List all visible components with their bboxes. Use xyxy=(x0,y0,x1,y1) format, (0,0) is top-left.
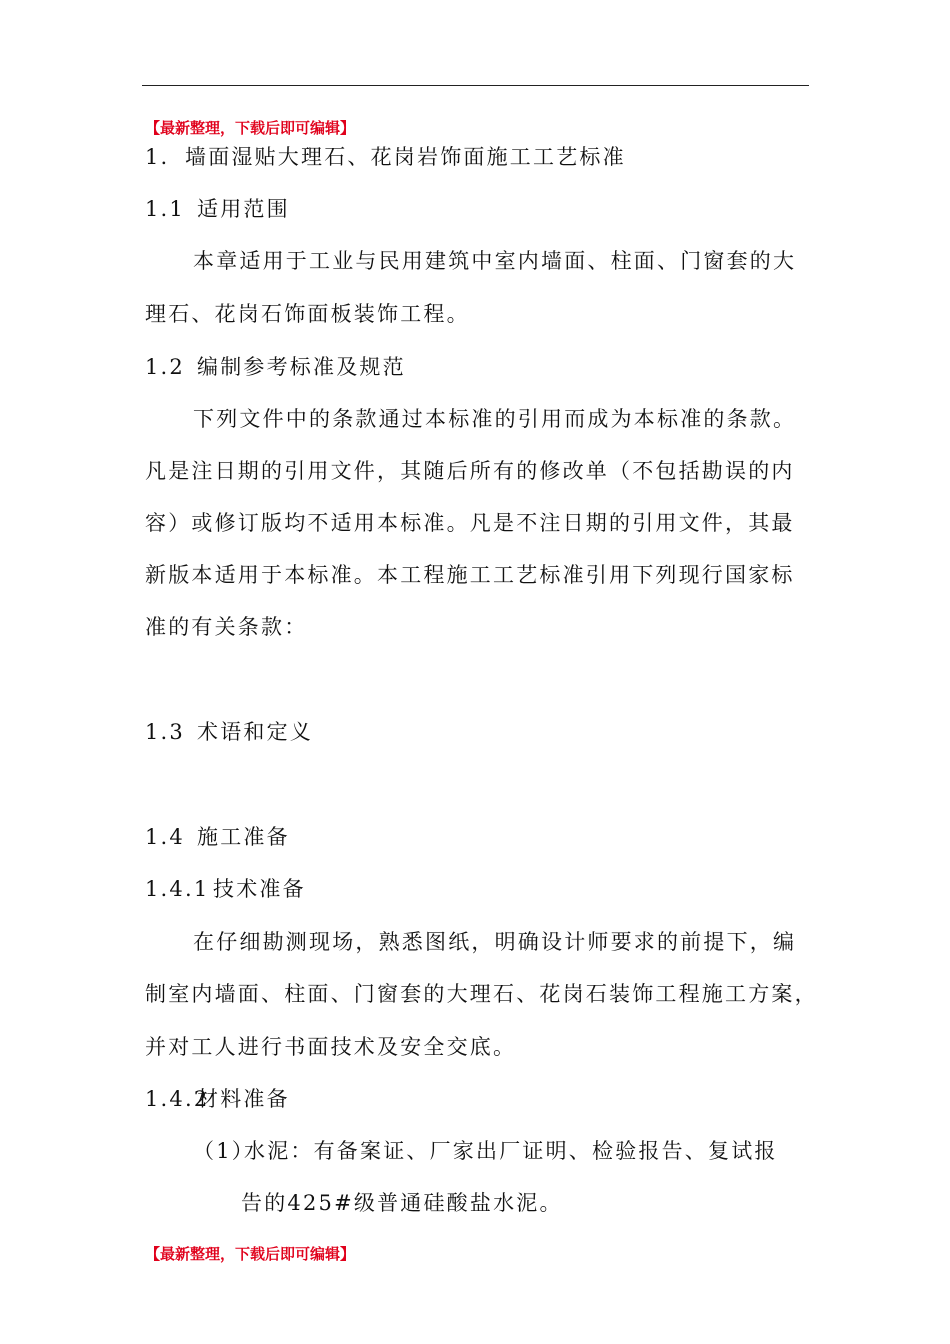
header-watermark-tag: 【最新整理，下载后即可编辑】 xyxy=(145,119,356,137)
section-1-3-title: 术语和定义 xyxy=(197,720,313,744)
paragraph-line: 容）或修订版均不适用本标准。凡是不注日期的引用文件，其最 xyxy=(145,511,795,535)
section-1-2-number: 1.2 xyxy=(145,355,185,379)
paragraph-line: 并对工人进行书面技术及安全交底。 xyxy=(145,1035,517,1059)
section-1-3-heading xyxy=(145,719,809,745)
section-1-4-1-number: 1.4.1 xyxy=(145,877,210,901)
section-1-4-1-title: 技术准备 xyxy=(213,877,306,901)
section-1-3-number: 1.3 xyxy=(145,720,185,744)
paragraph-line: 新版本适用于本标准。本工程施工工艺标准引用下列现行国家标 xyxy=(145,563,795,587)
section-1-2-heading xyxy=(145,354,809,380)
section-1-1-title: 适用范围 xyxy=(197,197,290,221)
paragraph-line: 准的有关条款： xyxy=(145,615,308,639)
section-1-4-1-heading xyxy=(145,876,809,902)
section-1-4-number: 1.4 xyxy=(145,825,185,849)
heading-1 xyxy=(145,144,809,170)
list-item-line: 水泥：有备案证、厂家出厂证明、检验报告、复试报 xyxy=(244,1139,778,1163)
section-1-4-2-title: 材料准备 xyxy=(197,1087,290,1111)
paragraph-line: 本章适用于工业与民用建筑中室内墙面、柱面、门窗套的大 xyxy=(193,249,797,273)
list-item-marker: （1） xyxy=(193,1139,255,1163)
section-1-4-title: 施工准备 xyxy=(197,825,290,849)
section-1-1-heading xyxy=(145,196,809,222)
paragraph-line: 下列文件中的条款通过本标准的引用而成为本标准的条款。 xyxy=(193,407,797,431)
section-1-4-2-heading xyxy=(145,1086,809,1112)
footer-watermark-tag: 【最新整理，下载后即可编辑】 xyxy=(145,1245,356,1263)
header-rule xyxy=(142,85,809,86)
section-1-4-heading xyxy=(145,824,809,850)
section-1-4-2-number: 1.4.2 xyxy=(145,1087,210,1111)
paragraph-line: 制室内墙面、柱面、门窗套的大理石、花岗石装饰工程施工方案， xyxy=(145,982,818,1006)
paragraph-line: 理石、花岗石饰面板装饰工程。 xyxy=(145,302,470,326)
section-1-1-number: 1.1 xyxy=(145,197,185,221)
heading-1-number: 1. xyxy=(145,145,170,169)
paragraph-line: 在仔细勘测现场，熟悉图纸，明确设计师要求的前提下，编 xyxy=(193,930,797,954)
paragraph-line: 凡是注日期的引用文件，其随后所有的修改单（不包括勘误的内 xyxy=(145,459,795,483)
heading-1-title: 墙面湿贴大理石、花岗岩饰面施工工艺标准 xyxy=(185,145,626,169)
section-1-2-title: 编制参考标准及规范 xyxy=(197,355,406,379)
list-item-line: 告的425#级普通硅酸盐水泥。 xyxy=(241,1191,563,1215)
